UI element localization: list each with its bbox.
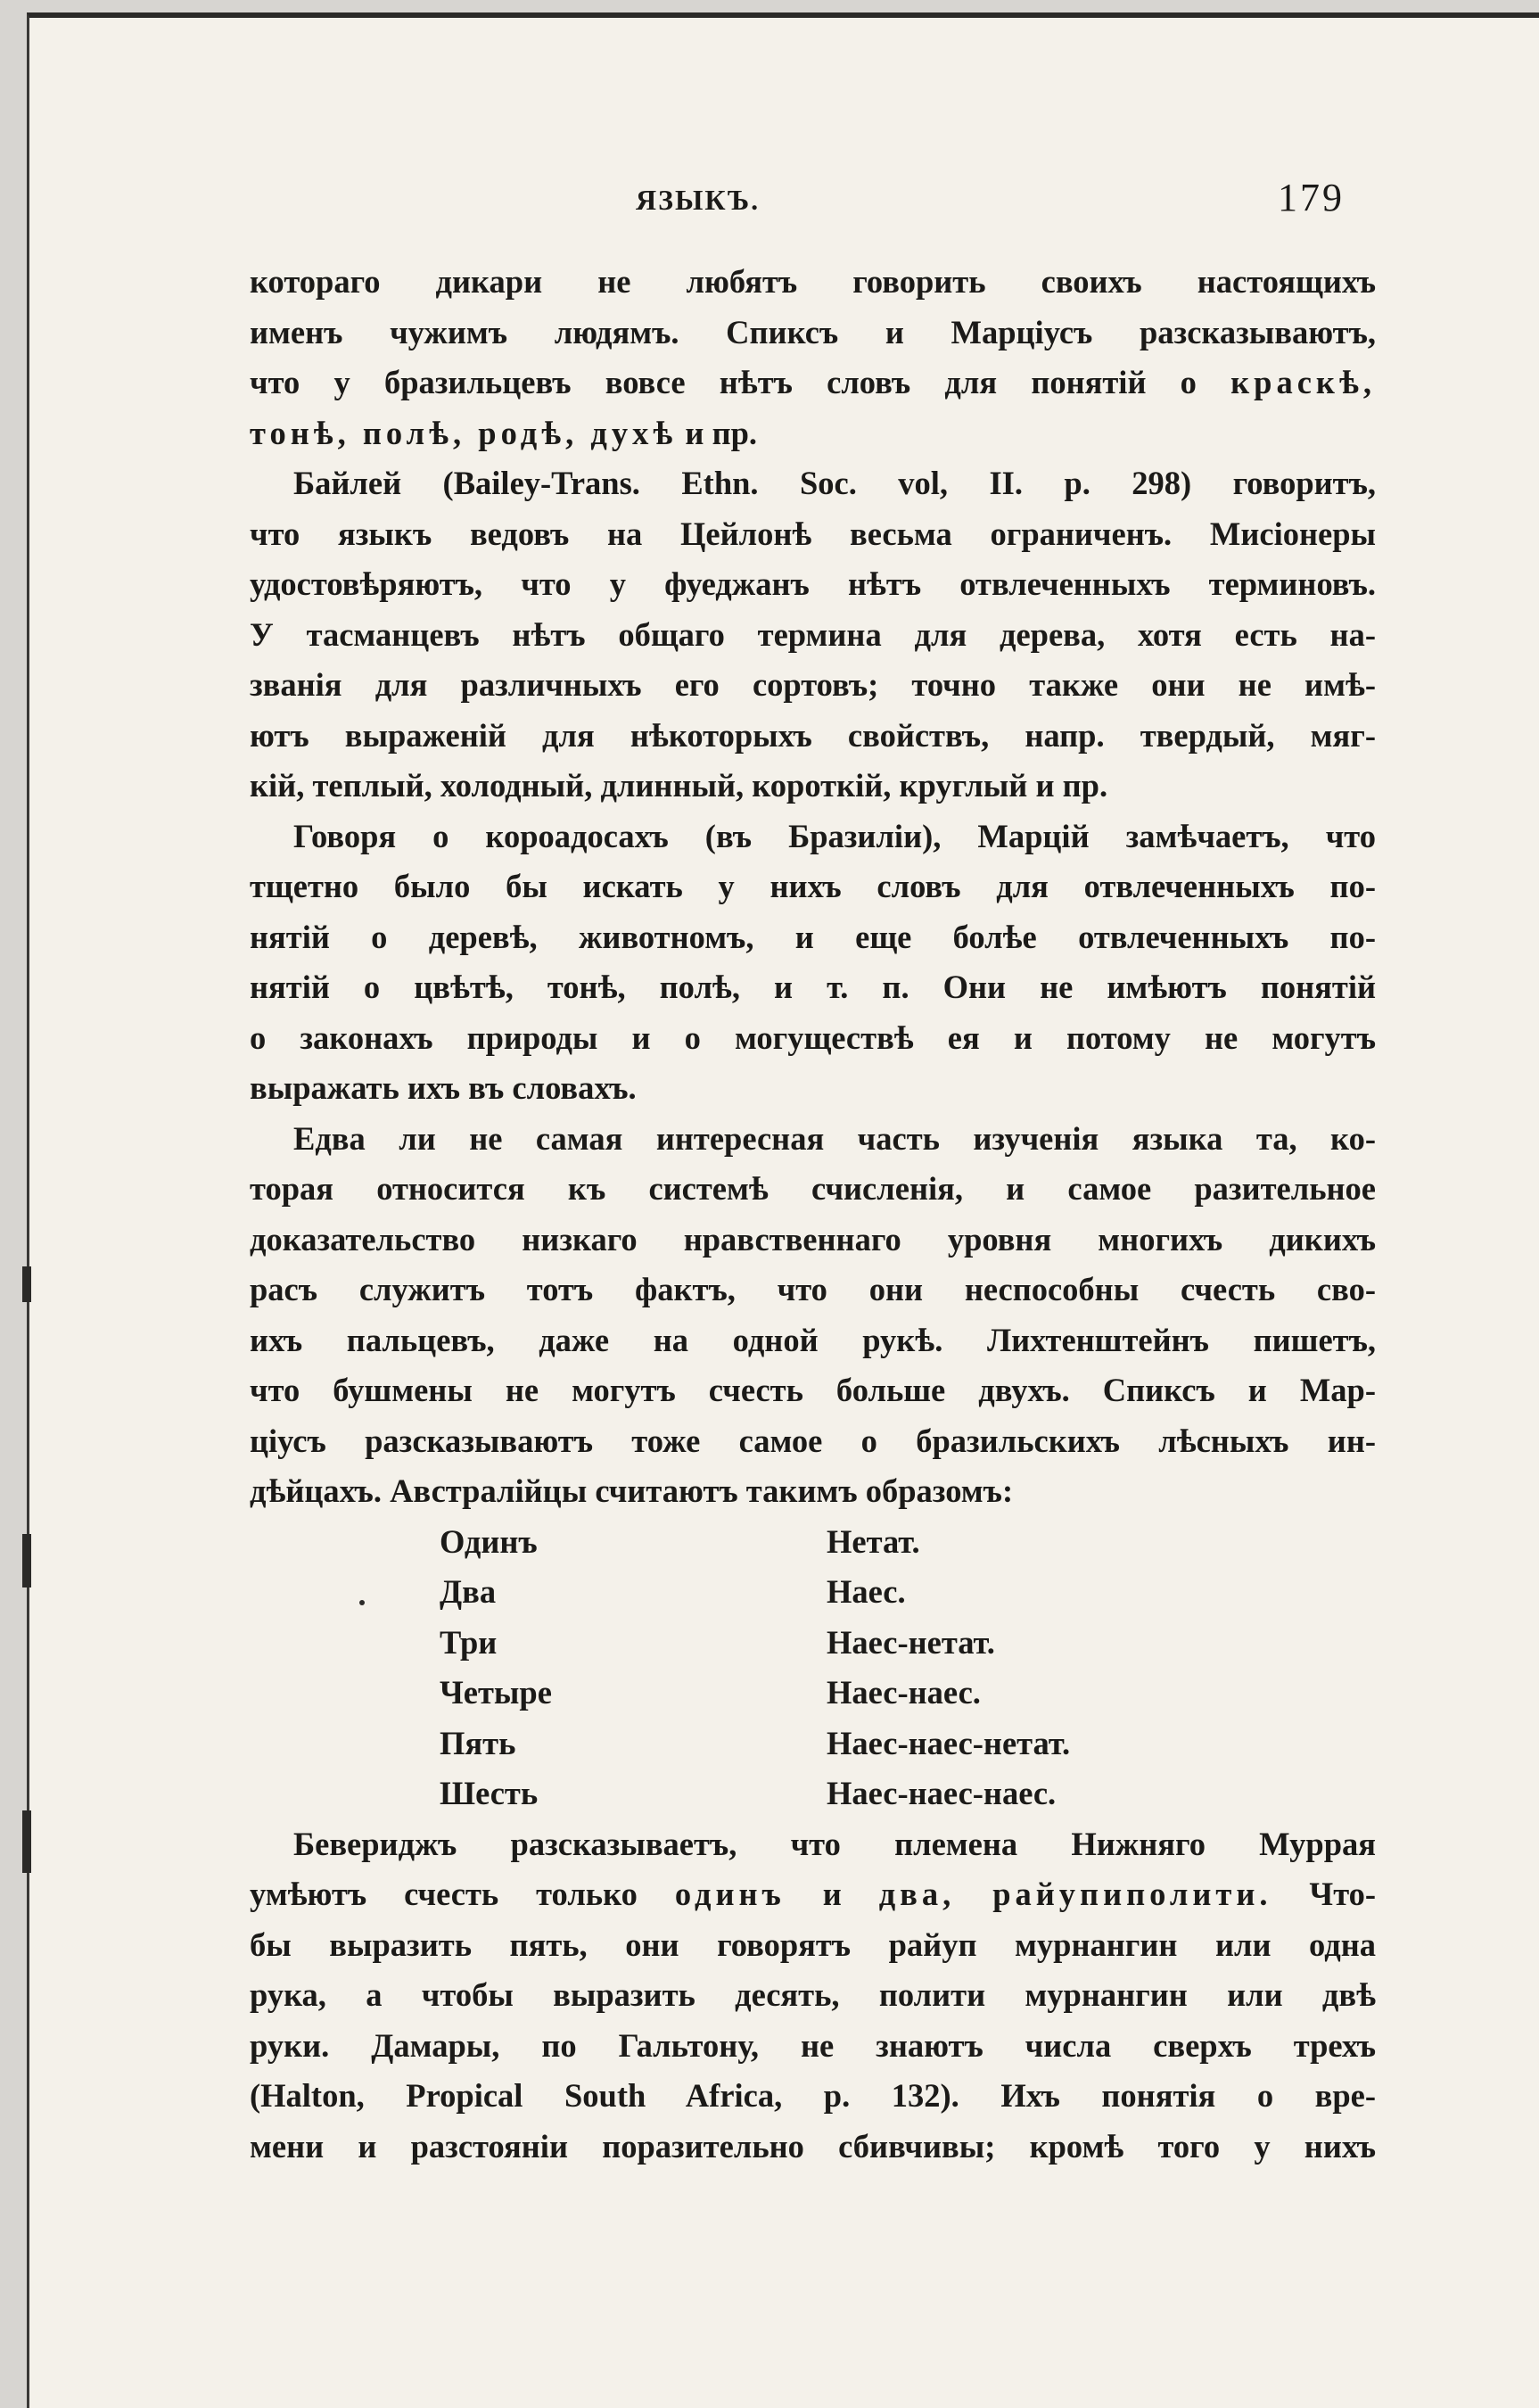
- text-line: Бевериджъ разсказываетъ, что племена Нижняго Муррая: [293, 1825, 1376, 1862]
- text-fragment: умѣютъ счесть только: [250, 1876, 638, 1912]
- text-line: ціусъ разсказываютъ тоже самое о бразильскихъ лѣсныхъ ин-: [250, 1422, 1376, 1459]
- page-header: [29, 168, 1539, 230]
- body-text: [250, 257, 1376, 2172]
- text-line: расъ служитъ тотъ фактъ, что они неспособны счесть сво-: [250, 1271, 1376, 1307]
- binding-mark: [22, 1266, 31, 1302]
- text-line: мени и разстояніи поразительно сбивчивы; кромѣ того у нихъ: [250, 2127, 1376, 2165]
- numeral-native: Наес-наес.: [827, 1674, 981, 1711]
- numeral-word: Одинъ: [440, 1522, 538, 1560]
- spaced-word: одинъ: [674, 1876, 786, 1912]
- numeral-row: [250, 1769, 1376, 1819]
- numeral-word: Пять: [440, 1724, 516, 1761]
- text-line: нятій о деревѣ, животномъ, и еще болѣе отвлеченныхъ по-: [250, 918, 1376, 955]
- text-line: кій, теплый, холодный, длинный, короткій, круглый и пр.: [250, 767, 1108, 804]
- book-page: [27, 12, 1539, 2408]
- spaced-word: краскѣ,: [1230, 364, 1376, 400]
- numeral-row: [250, 1668, 1376, 1719]
- numeral-row: [250, 1517, 1376, 1568]
- text-line: о законахъ природы и о могуществѣ ея и потому не могутъ: [250, 1018, 1376, 1056]
- text-line: Байлей (Bailey-Trans. Ethn. Soc. vol, II. p. 298) говоритъ,: [293, 465, 1376, 501]
- text-line: [250, 358, 1376, 408]
- text-line: выражать ихъ въ словахъ.: [250, 1069, 637, 1106]
- numeral-word: Три: [440, 1623, 498, 1661]
- text-line: [250, 1869, 1376, 1920]
- numeral-word: Четыре: [440, 1674, 552, 1711]
- text-fragment: и пр.: [685, 414, 758, 451]
- text-line: званія для различныхъ его сортовъ; точно также они не имѣ-: [250, 666, 1376, 703]
- text-line: [250, 408, 1376, 459]
- text-line: бы выразить пять, они говорятъ райуп мурнангин или одна: [250, 1926, 1376, 1963]
- text-line: котораго дикари не любятъ говорить своихъ настоящихъ: [250, 263, 1376, 300]
- numeral-row: [250, 1719, 1376, 1769]
- text-line: рука, а чтобы выразить десять, полити мурнангин или двѣ: [250, 1976, 1376, 2013]
- text-line: Говоря о короадосахъ (въ Бразиліи), Марцій замѣчаетъ, что: [293, 817, 1376, 854]
- text-line: тщетно было бы искать у нихъ словъ для отвлеченныхъ по-: [250, 868, 1376, 904]
- numeral-row: [250, 1618, 1376, 1669]
- text-line: нятій о цвѣтѣ, тонѣ, полѣ, и т. п. Они не имѣютъ понятій: [250, 969, 1376, 1005]
- text-line: что бушмены не могутъ счесть больше двухъ. Спиксъ и Мар-: [250, 1372, 1376, 1408]
- binding-mark: [22, 1534, 31, 1587]
- spaced-word: два,: [878, 1876, 956, 1912]
- numeral-table: [250, 1517, 1376, 1819]
- numeral-word: Шесть: [440, 1775, 539, 1811]
- numeral-native: Нетат.: [827, 1522, 920, 1560]
- text-fragment: что у бразильцевъ вовсе нѣтъ словъ для понятій о: [250, 364, 1197, 400]
- text-line: удостовѣряютъ, что у фуеджанъ нѣтъ отвлеченныхъ терминовъ.: [250, 565, 1376, 602]
- page-number: 179: [1278, 176, 1345, 219]
- text-line: ютъ выраженій для нѣкоторыхъ свойствъ, напр. твердый, мяг-: [250, 716, 1376, 754]
- text-line: Едва ли не самая интересная часть изученія языка та, ко-: [293, 1119, 1376, 1157]
- text-line: именъ чужимъ людямъ. Спиксъ и Марціусъ разсказываютъ,: [250, 313, 1376, 350]
- text-line: У тасманцевъ нѣтъ общаго термина для дерева, хотя есть на-: [250, 615, 1376, 653]
- running-head: ЯЗЫКЪ.: [636, 184, 761, 216]
- numeral-native: Наес-наес-нетат.: [827, 1724, 1071, 1761]
- numeral-word: Два: [440, 1573, 497, 1610]
- text-fragment: Что-: [1309, 1876, 1377, 1912]
- spaced-word: райупиполити.: [992, 1876, 1272, 1912]
- numeral-native: Наес-наес-наес.: [827, 1775, 1057, 1811]
- text-line: (Halton, Propical South Africa, p. 132). Ихъ понятія о вре-: [250, 2077, 1376, 2114]
- text-line: доказательство низкаго нравственнаго уровня многихъ дикихъ: [250, 1220, 1376, 1258]
- binding-mark: [22, 1810, 31, 1873]
- numeral-native: Наес-нетат.: [827, 1623, 995, 1661]
- numeral-row: [250, 1567, 1376, 1618]
- text-line: руки. Дамары, по Гальтону, не знаютъ числа сверхъ трехъ: [250, 2026, 1376, 2064]
- text-line: ихъ пальцевъ, даже на одной рукѣ. Лихтенштейнъ пишетъ,: [250, 1321, 1376, 1358]
- text-line: дѣйцахъ. Австралійцы считаютъ такимъ образомъ:: [250, 1472, 1014, 1509]
- text-line: что языкъ ведовъ на Цейлонѣ весьма ограниченъ. Мисіонеры: [250, 515, 1376, 552]
- numeral-native: Наес.: [827, 1573, 906, 1610]
- text-line: торая относится къ системѣ счисленія, и самое разительное: [250, 1170, 1376, 1207]
- text-fragment: и: [822, 1876, 842, 1912]
- spaced-word: тонѣ, полѣ, родѣ, духѣ: [250, 414, 678, 451]
